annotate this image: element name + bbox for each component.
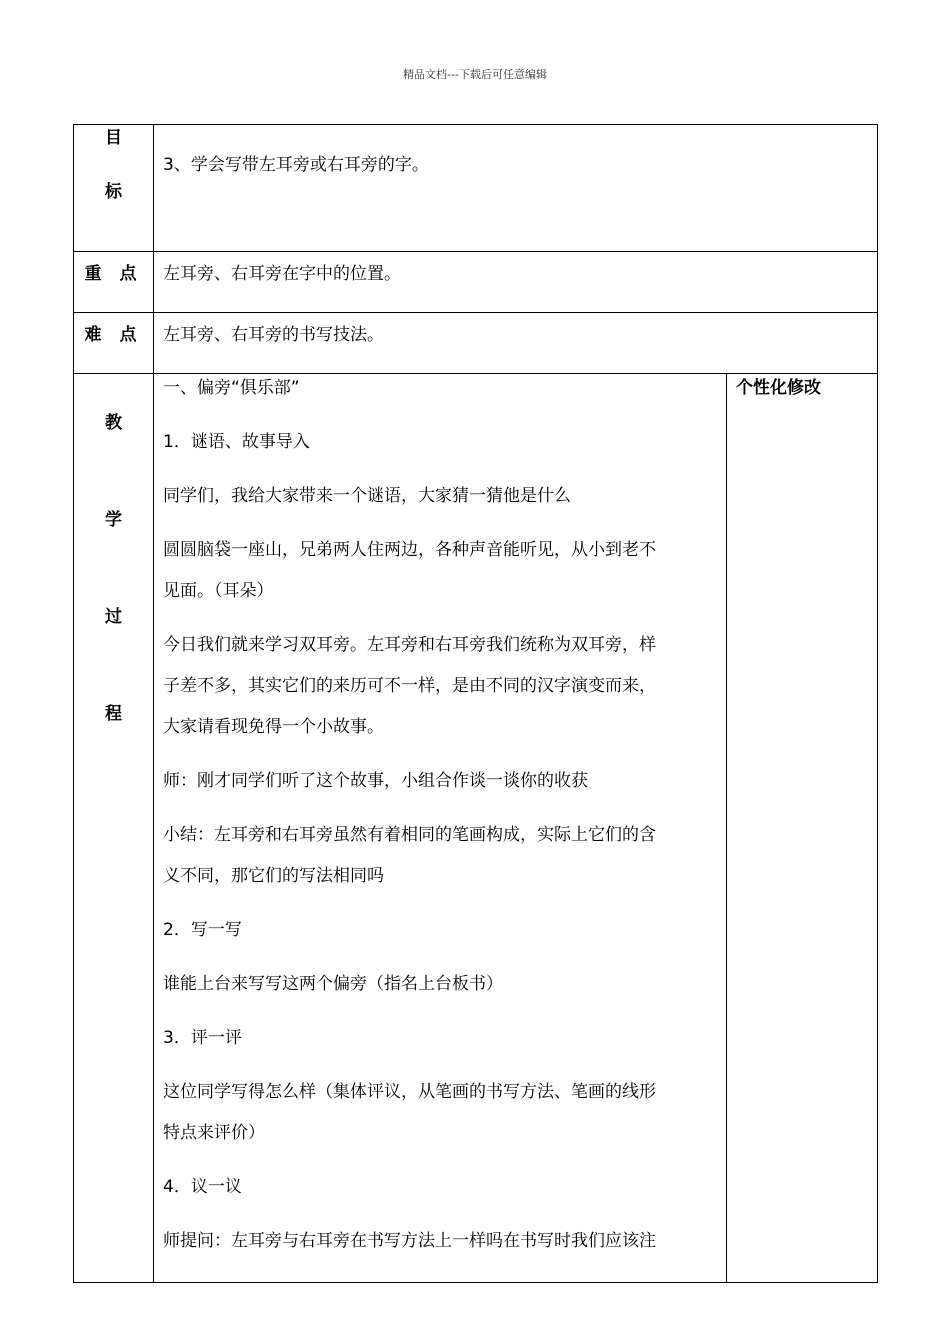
key-point-content	[154, 252, 878, 313]
goal-label	[74, 125, 154, 252]
process-line-7: 子差不多，其实它们的来历可不一样，是由不同的汉字演变而来，	[163, 676, 656, 696]
process-line-6: 今日我们就来学习双耳旁。左耳旁和右耳旁我们统称为双耳旁，样	[163, 635, 656, 655]
key-point-text: 左耳旁、右耳旁在字中的位置。	[163, 264, 401, 284]
process-line-15: 这位同学写得怎么样（集体评议，从笔画的书写方法、笔画的线形	[163, 1082, 656, 1102]
goal-label-char-2: 标	[105, 182, 122, 202]
key-point-row	[74, 252, 878, 313]
process-line-5: 见面。（耳朵）	[163, 581, 274, 601]
personalized-edit-header: 个性化修改	[736, 378, 821, 398]
process-label-char-1: 教	[105, 413, 122, 433]
process-line-16: 特点来评价）	[163, 1123, 265, 1143]
process-label-char-2: 学	[105, 510, 122, 530]
key-point-label	[74, 252, 154, 313]
personalized-edit-cell	[727, 374, 878, 1283]
lesson-plan-table	[73, 124, 878, 1283]
page-header: 精品文档---下载后可任意编辑	[403, 68, 547, 81]
difficulty-label	[74, 313, 154, 374]
process-line-17: 4．议一议	[163, 1177, 242, 1197]
process-row	[74, 374, 878, 1283]
process-content	[154, 374, 727, 1283]
process-line-14: 3．评一评	[163, 1028, 242, 1048]
process-line-4: 圆圆脑袋一座山，兄弟两人住两边，各种声音能听见，从小到老不	[163, 540, 656, 560]
process-line-12: 2．写一写	[163, 920, 242, 940]
goal-row	[74, 125, 878, 252]
process-line-10: 小结：左耳旁和右耳旁虽然有着相同的笔画构成，实际上它们的含	[163, 825, 656, 845]
goal-content	[154, 125, 878, 252]
process-line-13: 谁能上台来写写这两个偏旁（指名上台板书）	[163, 974, 503, 994]
process-line-2: 1．谜语、故事导入	[163, 432, 310, 452]
process-line-18: 师提问：左耳旁与右耳旁在书写方法上一样吗在书写时我们应该注	[163, 1231, 656, 1251]
difficulty-label-text: 难 点	[84, 325, 143, 345]
process-line-3: 同学们，我给大家带来一个谜语，大家猜一猜他是什么	[163, 486, 571, 506]
difficulty-text: 左耳旁、右耳旁的书写技法。	[163, 325, 384, 345]
goal-label-char-1: 目	[105, 128, 122, 148]
process-line-8: 大家请看现免得一个小故事。	[163, 717, 384, 737]
goal-text: 3、学会写带左耳旁或右耳旁的字。	[163, 155, 429, 175]
difficulty-content	[154, 313, 878, 374]
process-line-11: 义不同，那它们的写法相同吗	[163, 866, 384, 886]
process-label	[74, 374, 154, 1283]
process-line-1: 一、偏旁“俱乐部”	[163, 378, 300, 398]
difficulty-row	[74, 313, 878, 374]
process-label-char-4: 程	[105, 704, 122, 724]
key-point-label-text: 重 点	[84, 264, 143, 284]
process-label-char-3: 过	[105, 607, 122, 627]
process-line-9: 师：刚才同学们听了这个故事，小组合作谈一谈你的收获	[163, 771, 588, 791]
